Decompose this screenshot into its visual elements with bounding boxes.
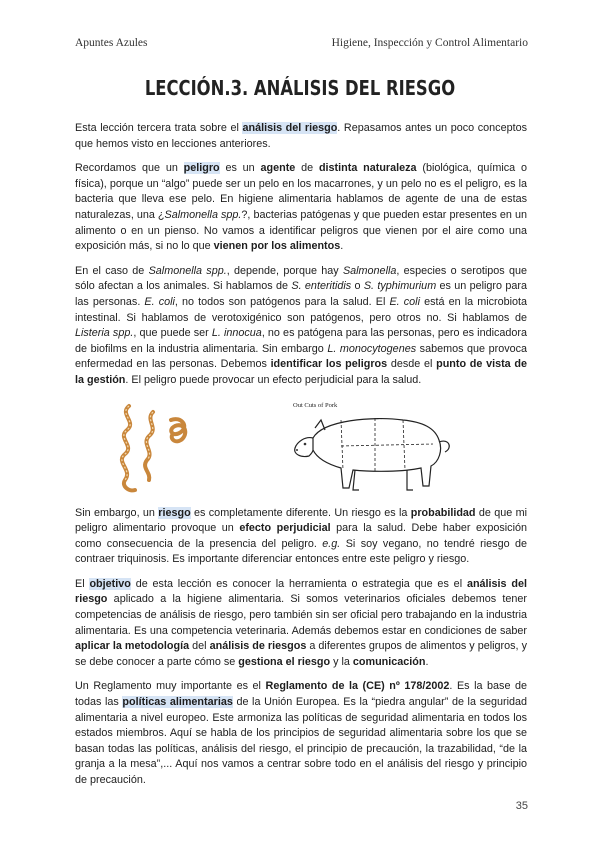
header-left: Apuntes Azules — [75, 37, 148, 49]
paragraph-reglamento: Un Reglamento muy importante es el Reglamento de la (CE) nº 178/2002. Es la base de todas las políticas alimentarias de la Unión Europea. Es la “piedra angular” de la seguridad alimentaria a nivel europeo. Este armoniza las políticas de seguridad alimentaria en todos los estados miembros. Aquí se habla de los principios de seguridad alimentaria sobre los que se basan todas las políticas, análisis del riesgo, el principio de precaución, la trazabilidad, “de la granja a la mesa”,... Aquí nos vamos a centrar sobre todo en el análisis del riesgo y principio de precaución. — [75, 680, 528, 786]
paragraph-peligro: Recordamos que un peligro es un agente de distinta naturaleza (biológica, química o física), porque un “algo” puede ser un pelo en los macarrones, y un pelo no es el peligro, es la bacteria que lleva ese pelo. En higiene alimentaria hablamos de agente de una de estas naturalezas, una ¿Salmonella spp.?, bacterias patógenas y que pueden estar presentes en un alimento o en un pienso. No vamos a identificar peligros que vienen por el aire como una exposición más, si no lo que vienen por los alimentos. — [75, 162, 527, 253]
pig-caption: Out Cuts of Pork — [293, 401, 338, 409]
paragraph-examples: En el caso de Salmonella spp., depende, porque hay Salmonella, especies o serotipos que sólo afectan a los animales. Si hablamos de S. enteritidis o S. typhimurium es un peligro para las personas. E. coli, no todos son patógenos para la salud. El E. coli está en la microbiota intestinal. Si hablamos de verotoxigénico son patógenos, pero otros no. Si hablamos de Listeria spp., que puede ser L. innocua, no es patógena para las personas, pero es indicadora de biofilms en la industria alimentaria. Sin embargo L. monocytogenes sabemos que provoca enfermedad en las personas. Debemos identificar los peligros desde el punto de vista de la gestión. El peligro puede provocar un efecto perjudicial para la salud. — [75, 264, 528, 386]
document-body — [75, 121, 527, 798]
figure-trichinella-pig — [75, 398, 527, 498]
page-title: LECCIÓN.3. ANÁLISIS DEL RIESGO — [144, 76, 456, 100]
header-right: Higiene, Inspección y Control Alimentario — [331, 37, 528, 49]
page-number: 35 — [515, 800, 528, 812]
paragraph-objetivo: El objetivo de esta lección es conocer la herramienta o estrategia que es el análisis del riesgo aplicado a la higiene alimentaria. Si somos veterinarios oficiales debemos tener competencias de análisis de riesgo, pero también sin ser oficial pero trabajando en la industria alimentaria. Es una competencia veterinaria. Además debemos estar en condiciones de saber aplicar la metodología del análisis de riesgos a diferentes grupos de alimentos y peligros, y se debe conocer a parte cómo se gestiona el riesgo y la comunicación. — [75, 577, 527, 668]
paragraph-intro: Esta lección tercera trata sobre el análisis del riesgo. Repasamos antes un poco conceptos que hemos visto en lecciones anteriores. — [75, 122, 527, 150]
pig-cuts-illustration — [283, 398, 458, 498]
trichinella-larvae-illustration — [115, 400, 265, 496]
paragraph-riesgo: Sin embargo, un riesgo es completamente diferente. Un riesgo es la probabilidad de que mi peligro alimentario provoque un efecto perjudicial para la salud. Debe haber exposición como consecuencia de la presencia del peligro. e.g. Si soy vegano, no tendré riesgo de contraer triquinosis. Es importante diferenciar entonces entre este peligro y riesgo. — [75, 506, 527, 566]
